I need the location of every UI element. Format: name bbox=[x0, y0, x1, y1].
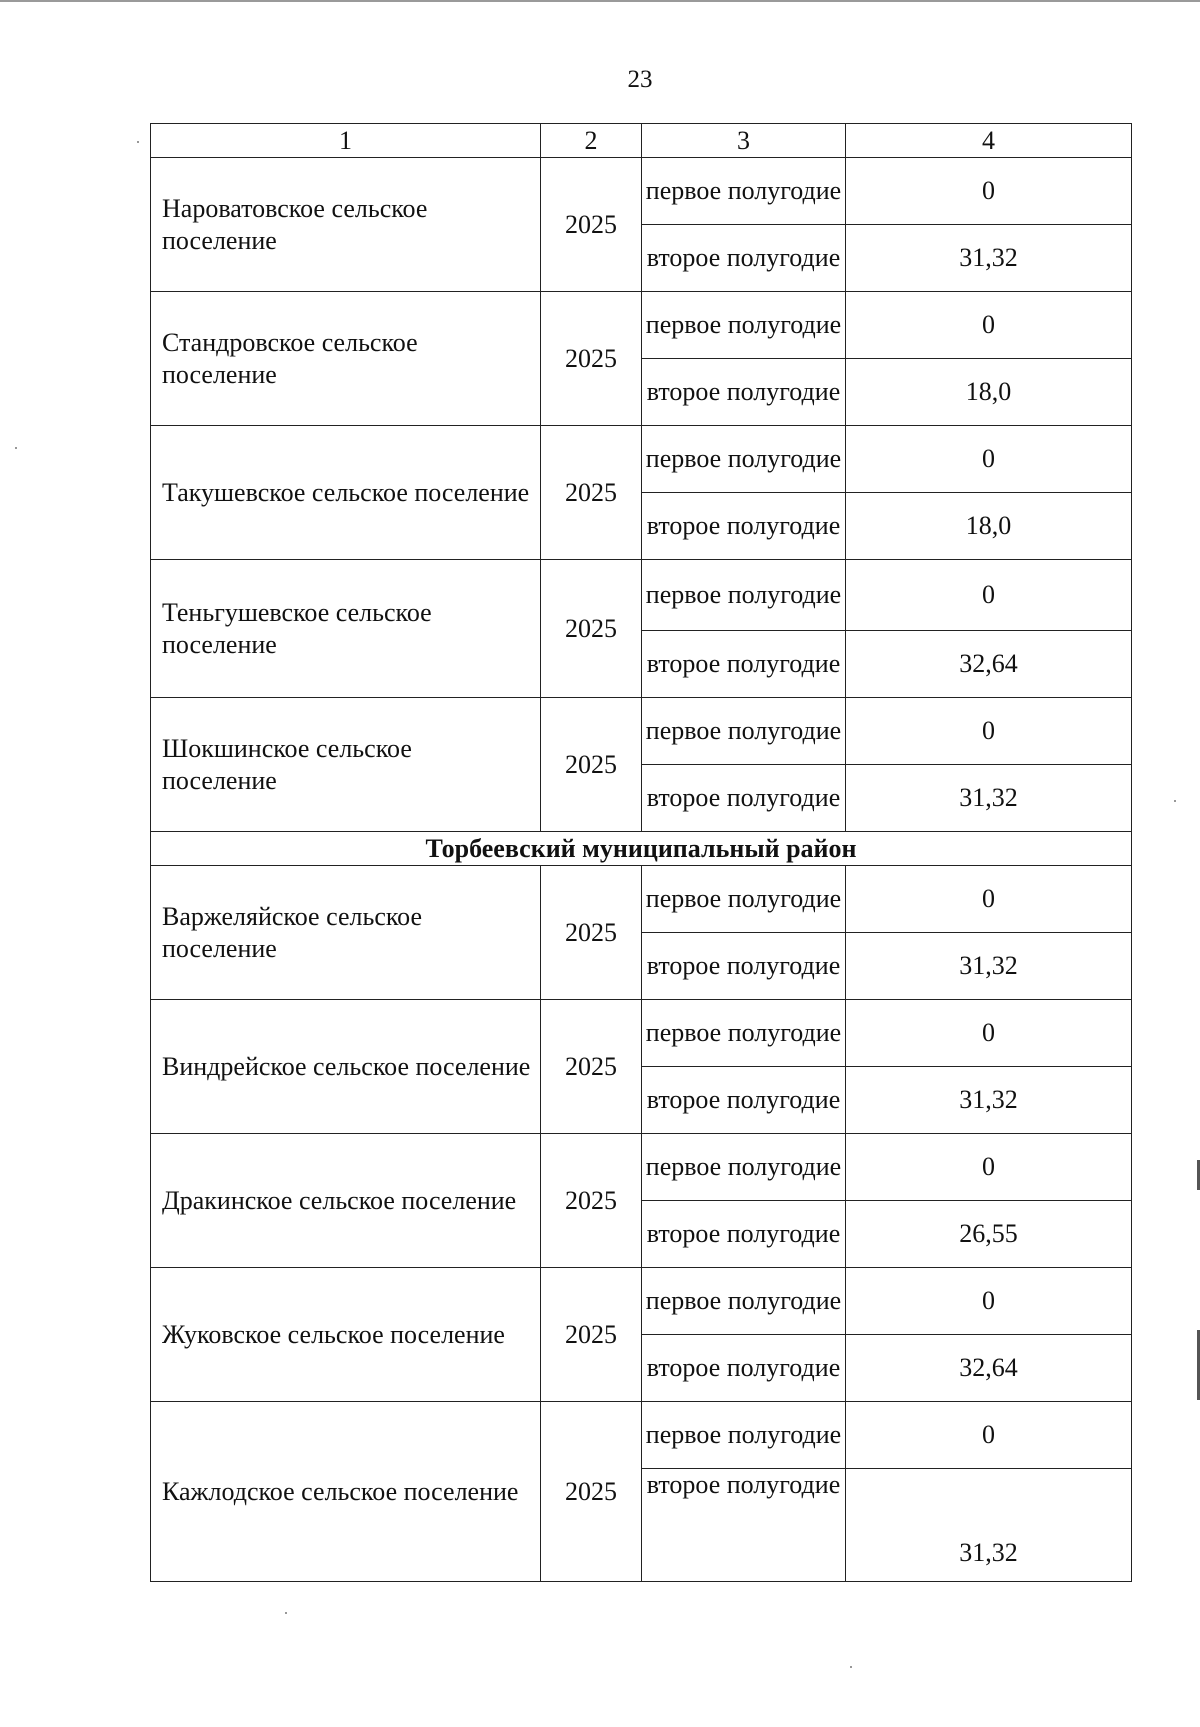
section-title: Торбеевский муниципальный район bbox=[151, 832, 1132, 866]
year-cell: 2025 bbox=[541, 426, 642, 560]
settlement-name: Жуковское сельское поселение bbox=[151, 1268, 541, 1402]
settlement-name: Варжеляйское сельское поселение bbox=[151, 866, 541, 1000]
scan-speck bbox=[1174, 800, 1176, 802]
scan-top-edge bbox=[0, 0, 1200, 2]
year-cell: 2025 bbox=[541, 158, 642, 292]
table-row bbox=[151, 560, 1132, 631]
table-row bbox=[151, 1402, 1132, 1469]
year-cell: 2025 bbox=[541, 292, 642, 426]
settlement-name: Теньгушевское сельское поселение bbox=[151, 560, 541, 698]
table-row bbox=[151, 1134, 1132, 1201]
header-cell: 3 bbox=[642, 124, 846, 158]
value-cell: 0 bbox=[846, 560, 1132, 631]
value-cell: 0 bbox=[846, 866, 1132, 933]
value-cell: 31,32 bbox=[846, 765, 1132, 832]
period-cell: первое полугодие bbox=[642, 866, 846, 933]
value-cell: 31,32 bbox=[846, 1469, 1132, 1582]
table-header-row bbox=[151, 124, 1132, 158]
settlement-name: Дракинское сельское поселение bbox=[151, 1134, 541, 1268]
data-table bbox=[150, 123, 1132, 1582]
period-cell: второе полугодие bbox=[642, 1335, 846, 1402]
table-row bbox=[151, 1000, 1132, 1067]
value-cell: 31,32 bbox=[846, 225, 1132, 292]
table-row bbox=[151, 292, 1132, 359]
value-cell: 0 bbox=[846, 292, 1132, 359]
value-cell: 31,32 bbox=[846, 1067, 1132, 1134]
header-cell: 4 bbox=[846, 124, 1132, 158]
settlement-name: Шокшинское сельское поселение bbox=[151, 698, 541, 832]
scan-speck bbox=[137, 141, 139, 143]
value-cell: 32,64 bbox=[846, 631, 1132, 698]
year-cell: 2025 bbox=[541, 1268, 642, 1402]
year-cell: 2025 bbox=[541, 1000, 642, 1134]
period-cell: второе полугодие bbox=[642, 493, 846, 560]
period-cell: первое полугодие bbox=[642, 560, 846, 631]
period-cell: первое полугодие bbox=[642, 292, 846, 359]
scan-speck bbox=[285, 1612, 287, 1614]
year-cell: 2025 bbox=[541, 698, 642, 832]
scan-speck bbox=[850, 1666, 852, 1668]
value-cell: 26,55 bbox=[846, 1201, 1132, 1268]
period-cell: первое полугодие bbox=[642, 1402, 846, 1469]
page-number: 23 bbox=[627, 66, 653, 93]
section-row bbox=[151, 832, 1132, 866]
period-cell: второе полугодие bbox=[642, 359, 846, 426]
value-cell: 0 bbox=[846, 1134, 1132, 1201]
period-cell: первое полугодие bbox=[642, 426, 846, 493]
period-cell: второе полугодие bbox=[642, 225, 846, 292]
header-cell: 1 bbox=[151, 124, 541, 158]
year-cell: 2025 bbox=[541, 1402, 642, 1582]
year-cell: 2025 bbox=[541, 560, 642, 698]
value-cell: 0 bbox=[846, 426, 1132, 493]
year-cell: 2025 bbox=[541, 1134, 642, 1268]
period-cell: первое полугодие bbox=[642, 1134, 846, 1201]
value-cell: 18,0 bbox=[846, 359, 1132, 426]
value-cell: 0 bbox=[846, 698, 1132, 765]
period-cell: первое полугодие bbox=[642, 698, 846, 765]
period-cell: второе полугодие bbox=[642, 1469, 846, 1582]
settlement-name: Виндрейское сельское поселение bbox=[151, 1000, 541, 1134]
table-row bbox=[151, 698, 1132, 765]
period-cell: второе полугодие bbox=[642, 765, 846, 832]
table-row bbox=[151, 158, 1132, 225]
value-cell: 0 bbox=[846, 1268, 1132, 1335]
value-cell: 0 bbox=[846, 1000, 1132, 1067]
period-cell: первое полугодие bbox=[642, 1268, 846, 1335]
settlement-name: Нароватовское сельское поселение bbox=[151, 158, 541, 292]
settlement-name: Стандровское сельское поселение bbox=[151, 292, 541, 426]
value-cell: 18,0 bbox=[846, 493, 1132, 560]
settlement-name: Такушевское сельское поселение bbox=[151, 426, 541, 560]
table-row bbox=[151, 866, 1132, 933]
table-row bbox=[151, 426, 1132, 493]
period-cell: второе полугодие bbox=[642, 933, 846, 1000]
period-cell: первое полугодие bbox=[642, 158, 846, 225]
table-row bbox=[151, 1268, 1132, 1335]
year-cell: 2025 bbox=[541, 866, 642, 1000]
period-cell: второе полугодие bbox=[642, 631, 846, 698]
value-cell: 31,32 bbox=[846, 933, 1132, 1000]
header-cell: 2 bbox=[541, 124, 642, 158]
value-cell: 0 bbox=[846, 1402, 1132, 1469]
period-cell: второе полугодие bbox=[642, 1067, 846, 1134]
scan-speck bbox=[15, 447, 17, 449]
period-cell: первое полугодие bbox=[642, 1000, 846, 1067]
value-cell: 0 bbox=[846, 158, 1132, 225]
settlement-name: Кажлодское сельское поселение bbox=[151, 1402, 541, 1582]
period-cell: второе полугодие bbox=[642, 1201, 846, 1268]
value-cell: 32,64 bbox=[846, 1335, 1132, 1402]
